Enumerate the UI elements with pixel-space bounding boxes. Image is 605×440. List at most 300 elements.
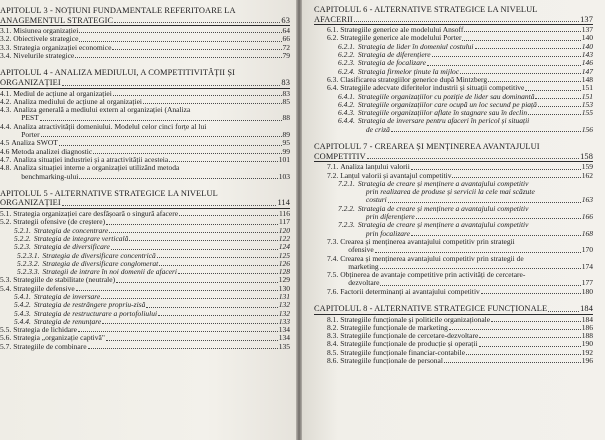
chapter-title-line <box>314 304 593 314</box>
chapter-title-text: ORGANIZAȚIEI <box>0 77 61 87</box>
entry-body <box>358 117 593 134</box>
entry-title: Strategiile organizațiilor cu poziție de lider sau dominantă <box>357 91 535 101</box>
entry-page-number: 95 <box>282 138 290 148</box>
entry-page-number: 162 <box>581 170 593 180</box>
entry-page-number: 151 <box>581 83 593 93</box>
toc-chapter <box>314 5 593 134</box>
entry-title: Strategia de diversificare conglomerat <box>42 258 159 268</box>
entry-line <box>13 123 290 131</box>
left-page <box>0 0 296 440</box>
entry-title: Strategia de focalizare <box>357 58 426 68</box>
entry-number: 6.2.2. <box>338 50 355 60</box>
dot-leader <box>375 252 581 253</box>
entry-page-number: 126 <box>278 258 290 268</box>
chapter-title-line <box>314 15 593 25</box>
entry-body <box>340 255 593 272</box>
entry-number: 7.2. <box>327 170 339 180</box>
entry-page-number: 132 <box>278 308 290 318</box>
entry-title: Strategiile funcționale și politicile organizaționale <box>340 314 491 324</box>
entry-title: Strategiile funcționale financiar-contabile <box>340 347 466 357</box>
toc-entry[interactable] <box>314 271 593 288</box>
entry-number: 5.4.4. <box>14 316 31 326</box>
entry-title: Strategia de inversare <box>33 291 101 301</box>
entry-title: Analiza mediului de acțiune al organizației <box>13 96 143 106</box>
entry-page-number: 177 <box>581 278 593 288</box>
entry-title: Strategia de inversare pentru afaceri în pericol și situații <box>357 116 530 126</box>
entry-page-number: 128 <box>278 267 290 277</box>
entry-title: Strategia de restructurare a portofoliului <box>33 308 158 318</box>
toc-entry[interactable] <box>314 221 593 238</box>
entry-page-number: 153 <box>581 99 593 109</box>
dot-leader <box>75 57 281 58</box>
entry-title: Strategia de diversificare <box>33 242 110 252</box>
chapter-title <box>314 304 593 315</box>
entry-number: 5.5. <box>0 325 12 335</box>
dot-leader <box>179 215 278 216</box>
toc-entries <box>0 27 290 60</box>
toc-entries <box>314 26 593 134</box>
chapter-page-number: 83 <box>281 77 290 87</box>
toc-chapter <box>314 304 593 365</box>
chapter-title-text: AFACERII <box>314 14 353 24</box>
entry-line <box>13 106 290 114</box>
dot-leader <box>367 158 579 159</box>
toc-entry[interactable] <box>0 164 290 181</box>
entry-page-number: 140 <box>581 33 593 43</box>
dot-leader <box>548 311 579 312</box>
chapter-title <box>0 6 290 26</box>
entry-title: Strategiile funcționale de cercetare-dezvoltare <box>340 331 479 341</box>
entry-number: 8.4. <box>327 339 339 349</box>
dot-leader <box>79 178 277 179</box>
chapter-title-text: APITOLUL 4 - ANALIZA MEDIULUI, A COMPETITIVITĂȚII ȘI <box>0 68 236 78</box>
entry-title: Analiza situației interne a organizației utilizând metoda <box>13 163 180 173</box>
entry-title: Strategii ofensive (de creștere) <box>13 217 106 227</box>
entry-title: Strategiile adecvate diferitelor industrii și situații competitive <box>340 83 525 93</box>
entry-title: Strategia firmelor ținute la mijloc <box>357 66 460 76</box>
entry-line <box>340 238 593 246</box>
dot-leader <box>106 340 278 341</box>
dot-leader <box>380 285 580 286</box>
entry-title: Analiza atractivității domeniului. Modelul celor cinci forțe al lui <box>13 121 207 131</box>
entry-number: 7.3. <box>327 236 339 246</box>
toc-entry[interactable] <box>314 117 593 134</box>
chapter-title <box>314 142 593 162</box>
entry-title: Strategia de renunțare <box>33 316 102 326</box>
dot-leader <box>411 235 581 236</box>
entry-number: 5.4. <box>0 283 12 293</box>
dot-leader <box>479 346 581 347</box>
entry-number: 7.5. <box>327 270 339 280</box>
dot-leader <box>525 90 580 91</box>
entry-title: Strategiile funcționale de personal <box>340 356 443 366</box>
entry-page-number: 88 <box>282 113 290 123</box>
dot-leader <box>444 362 581 363</box>
entry-number: 3.3. <box>0 42 12 52</box>
entry-line <box>358 126 593 134</box>
toc-chapter <box>0 6 290 60</box>
entry-title: Lanțul valorii și avantajul competitiv <box>340 170 452 180</box>
dot-leader <box>528 114 581 115</box>
dot-leader <box>479 337 580 338</box>
dot-leader <box>391 131 581 132</box>
dot-leader <box>462 40 580 41</box>
dot-leader <box>146 307 277 308</box>
entry-page-number: 135 <box>278 341 290 351</box>
chapter-title-text: CAPITOLUL 8 - ALTERNATIVE STRATEGICE FUNCȚIONALE <box>314 303 548 313</box>
dot-leader <box>354 21 579 22</box>
entry-title: Obținerea de avantaje competitive prin activități de cercetare- <box>340 270 526 280</box>
entry-title: Strategiile organizațiilor aflate în stagnare sau în declin <box>357 108 528 118</box>
entry-title: Analiza SWOT <box>11 138 58 148</box>
entry-page-number: 190 <box>581 339 593 349</box>
entry-line <box>358 188 593 196</box>
entry-title: Porter <box>21 130 40 140</box>
entry-page-number: 148 <box>581 74 593 84</box>
entry-page-number: 124 <box>278 242 290 252</box>
entry-title: Strategia de lichidare <box>13 325 77 335</box>
entry-body <box>13 123 290 140</box>
chapter-gap <box>314 296 593 304</box>
toc-entry[interactable] <box>314 255 593 272</box>
entry-number: 7.2.1. <box>338 178 355 188</box>
dot-leader <box>41 136 282 137</box>
entry-page-number: 89 <box>282 130 290 140</box>
entry-number: 6.4. <box>327 83 339 93</box>
toc-entry[interactable] <box>314 357 593 365</box>
entry-page-number: 137 <box>581 25 593 35</box>
entry-number: 5.1. <box>0 209 12 219</box>
chapter-page-number: 114 <box>277 198 290 208</box>
entry-page-number: 116 <box>279 209 290 219</box>
entry-title: Analiza generală a mediului extern al organizației (Analiza <box>13 105 191 115</box>
dot-leader <box>62 85 281 86</box>
entry-page-number: 184 <box>581 314 593 324</box>
chapter-title-line <box>314 142 593 152</box>
entry-title: PEST <box>21 113 39 123</box>
toc-entry[interactable] <box>314 180 593 205</box>
toc-entries <box>314 163 593 296</box>
entry-number: 5.4.2. <box>14 300 31 310</box>
entry-page-number: 133 <box>278 316 290 326</box>
entry-page-number: 156 <box>581 124 593 134</box>
entry-page-number: 117 <box>279 217 290 227</box>
dot-leader <box>432 56 581 57</box>
entry-title: Analiza lanțului valorii <box>340 162 410 172</box>
entry-title: Strategia de creare și menținere a avantajului competitiv <box>357 220 529 230</box>
entry-number: 7.2.2. <box>338 203 355 213</box>
entry-number: 4.6 <box>0 146 10 156</box>
entry-title: Strategiile de stabilitate (neutrale) <box>13 275 116 285</box>
dot-leader <box>449 329 581 330</box>
entry-page-number: 166 <box>581 212 593 222</box>
entry-number: 8.6. <box>327 356 339 366</box>
entry-number: 5.2.2. <box>14 233 31 243</box>
entry-page-number: 64 <box>282 26 290 36</box>
entry-page-number: 192 <box>581 347 593 357</box>
toc-chapter <box>314 142 593 296</box>
entry-title: marketing <box>348 261 379 271</box>
chapter-title-line <box>0 68 290 78</box>
entry-page-number: 120 <box>278 225 290 235</box>
entry-number: 6.2.1. <box>338 41 355 51</box>
toc-entry[interactable] <box>314 43 593 51</box>
entry-number: 5.2.3.3. <box>17 267 40 277</box>
entry-title: Strategiile funcționale de marketing <box>340 322 448 332</box>
entry-page-number: 99 <box>282 146 290 156</box>
entry-title: Strategiile de combinare <box>13 341 87 351</box>
entry-title: Strategiile defensive <box>13 283 75 293</box>
toc-chapter <box>0 189 290 351</box>
chapter-title-line <box>0 189 290 199</box>
chapter-title-text: ORGANIZAȚIEI <box>0 198 61 208</box>
dot-leader <box>129 240 277 241</box>
entry-number: 7.4. <box>327 253 339 263</box>
entry-page-number: 147 <box>581 66 593 76</box>
entry-number: 6.1. <box>327 25 339 35</box>
entry-number: 4.8. <box>0 163 12 173</box>
dot-leader <box>538 106 581 107</box>
chapter-title-line <box>0 16 290 26</box>
dot-leader <box>93 153 281 154</box>
entry-page-number: 186 <box>581 322 593 332</box>
entry-number: 4.7. <box>0 154 12 164</box>
entry-page-number: 72 <box>282 42 290 52</box>
chapter-title-text: ANAGEMENTUL STRATEGIC <box>0 15 114 25</box>
entry-page-number: 151 <box>581 91 593 101</box>
entry-number: 3.1. <box>0 26 12 36</box>
chapter-title-text: CAPITOLUL 6 - ALTERNATIVE STRATEGICE LA NIVELUL <box>314 5 538 14</box>
dot-leader <box>59 145 282 146</box>
entry-title: Obiectivele strategice <box>13 34 79 44</box>
entry-title: Strategia de creare și menținere a avantajului competitiv <box>357 203 529 213</box>
chapter-gap <box>0 60 290 68</box>
entry-number: 5.2.3.2. <box>17 258 40 268</box>
entry-line <box>358 117 593 125</box>
entry-number: 5.4.3. <box>14 308 31 318</box>
toc-entry[interactable] <box>0 52 290 60</box>
entry-title: Analiza situației industriei și a atractivității acesteia <box>13 154 169 164</box>
entry-number: 8.1. <box>327 314 339 324</box>
entry-page-number: 140 <box>581 41 593 51</box>
dot-leader <box>491 321 581 322</box>
dot-leader <box>109 232 278 233</box>
dot-leader <box>79 32 281 33</box>
chapter-title-text: APITOLUL 5 - ALTERNATIVE STRATEGICE LA NIVELUL <box>0 188 218 198</box>
dot-leader <box>106 224 278 225</box>
dot-leader <box>452 177 580 178</box>
entry-number: 4.2. <box>0 96 12 106</box>
chapter-title-line <box>314 5 593 15</box>
entry-number: 4.1. <box>0 88 12 98</box>
entry-title: Strategia de diferențiere <box>357 50 431 60</box>
entry-title: Strategia de creare și menținere a avantajului competitiv <box>357 178 529 188</box>
entry-page-number: 101 <box>278 154 290 164</box>
dot-leader <box>40 120 282 121</box>
entry-page-number: 170 <box>581 245 593 255</box>
entry-page-number: 188 <box>581 331 593 341</box>
chapter-title <box>0 189 290 209</box>
chapter-title <box>314 5 593 25</box>
entry-number: 4.3. <box>0 105 12 115</box>
right-page <box>302 0 605 440</box>
chapter-title-line <box>0 78 290 88</box>
dot-leader <box>114 22 280 23</box>
entry-title: Factorii determinanți ai avantajului competitiv <box>340 286 480 296</box>
entry-title: Strategii de intrare în noi domenii de afaceri <box>42 267 177 277</box>
entry-number: 6.3. <box>327 74 339 84</box>
entry-body <box>358 180 593 205</box>
dot-leader <box>76 290 278 291</box>
entry-title: Strategia de restrângere propriu-zisă <box>33 300 146 310</box>
dot-leader <box>102 323 278 324</box>
entry-title: Strategia de diversificare concentrică <box>42 250 156 260</box>
entry-title: Strategiile organizațiilor care ocupă un loc secund pe piață <box>357 99 537 109</box>
entry-number: 7.6. <box>327 286 339 296</box>
toc-entry[interactable] <box>314 288 593 296</box>
dot-leader <box>475 48 581 49</box>
chapter-title-line <box>0 198 290 208</box>
dot-leader <box>460 73 581 74</box>
entry-body <box>13 164 290 181</box>
entry-page-number: 66 <box>282 34 290 44</box>
entry-number: 6.4.3. <box>338 108 355 118</box>
dot-leader <box>388 202 581 203</box>
dot-leader <box>62 205 277 206</box>
entry-page-number: 85 <box>282 96 290 106</box>
entry-title: Nivelurile strategice <box>13 51 75 61</box>
toc-entry[interactable] <box>0 343 290 351</box>
dot-leader <box>427 65 581 66</box>
dot-leader <box>411 169 581 170</box>
dot-leader <box>111 249 278 250</box>
entry-page-number: 132 <box>278 300 290 310</box>
dot-leader <box>113 95 282 96</box>
chapter-title-line <box>0 6 290 16</box>
entry-title: prin realizarea de produse și servicii la cele mai scăzute <box>365 187 535 197</box>
entry-body <box>340 238 593 255</box>
chapter-page-number: 137 <box>580 14 593 24</box>
entry-page-number: 134 <box>278 333 290 343</box>
dot-leader <box>169 161 278 162</box>
dot-leader <box>481 293 581 294</box>
entry-page-number: 79 <box>282 51 290 61</box>
entry-title: Crearea și menținerea avantajului competitiv prin strategii <box>340 236 515 246</box>
chapter-page-number: 158 <box>580 151 593 161</box>
chapter-title-text: APITOLUL 3 - NOȚIUNI FUNDAMENTALE REFERITOARE LA <box>0 6 236 15</box>
entry-number: 6.2.3. <box>338 58 355 68</box>
entry-number: 4.5 <box>0 138 10 148</box>
entry-title: Strategia „organizație captivă" <box>13 333 105 343</box>
entry-page-number: 83 <box>282 88 290 98</box>
dot-leader <box>116 282 278 283</box>
entry-number: 5.2.1. <box>14 225 31 235</box>
toc-entry[interactable] <box>0 106 290 123</box>
entry-title: costuri <box>365 195 387 205</box>
chapter-gap <box>314 134 593 142</box>
toc-entries <box>0 210 290 351</box>
entry-number: 5.2.3.1. <box>17 250 40 260</box>
entry-page-number: 146 <box>581 58 593 68</box>
entry-body <box>340 271 593 288</box>
entry-line <box>13 173 290 181</box>
entry-number: 6.4.2. <box>338 99 355 109</box>
entry-number: 6.4.1. <box>338 91 355 101</box>
entry-page-number: 155 <box>581 108 593 118</box>
toc-entry[interactable] <box>314 205 593 222</box>
chapter-gap <box>0 181 290 189</box>
toc-entries <box>314 316 593 366</box>
entry-title: Strategia organizației economice <box>13 42 112 52</box>
entry-title: de criză <box>365 124 390 134</box>
chapter-title <box>0 68 290 88</box>
entry-page-number: 163 <box>581 195 593 205</box>
entry-number: 8.2. <box>327 322 339 332</box>
entry-title: benchmarking-ului <box>21 171 79 181</box>
entry-title: ofensive <box>348 245 374 255</box>
chapter-page-number: 63 <box>281 15 290 25</box>
toc-entries <box>0 90 290 181</box>
toc-entry[interactable] <box>314 51 593 59</box>
entry-page-number: 196 <box>581 356 593 366</box>
entry-page-number: 174 <box>581 261 593 271</box>
dot-leader <box>101 298 277 299</box>
dot-leader <box>466 354 581 355</box>
chapter-title-text: CAPITOLUL 7 - CREAREA ȘI MENȚINEREA AVANTAJULUI <box>314 142 540 152</box>
entry-page-number: 131 <box>278 291 290 301</box>
entry-number: 3.2. <box>0 34 12 44</box>
toc-entry[interactable] <box>0 123 290 140</box>
entry-title: Strategiile generice ale modelului Porter <box>340 33 462 43</box>
dot-leader <box>88 348 278 349</box>
toc-chapter <box>0 68 290 180</box>
entry-title: prin focalizare <box>365 228 410 238</box>
chapter-page-number: 184 <box>580 303 593 313</box>
entry-title: Misiunea organizației <box>13 26 79 36</box>
dot-leader <box>158 315 278 316</box>
entry-title: Strategia de concentrare <box>33 225 109 235</box>
dot-leader <box>464 31 580 32</box>
entry-number: 7.2.3. <box>338 220 355 230</box>
entry-number: 6.2.4. <box>338 66 355 76</box>
entry-page-number: 180 <box>581 286 593 296</box>
entry-page-number: 103 <box>278 171 290 181</box>
entry-page-number: 129 <box>278 275 290 285</box>
entry-page-number: 143 <box>581 50 593 60</box>
dot-leader <box>178 273 278 274</box>
entry-number: 4.4. <box>0 121 12 131</box>
dot-leader <box>112 49 281 50</box>
entry-number: 8.3. <box>327 331 339 341</box>
entry-title: dezvoltare <box>348 278 380 288</box>
dot-leader <box>380 268 581 269</box>
dot-leader <box>416 218 581 219</box>
entry-number: 5.2. <box>0 217 12 227</box>
dot-leader <box>143 103 281 104</box>
dot-leader <box>535 98 580 99</box>
entry-title: Crearea și menținerea avantajului competitiv prin strategii de <box>340 253 524 263</box>
entry-title: Strategiile generice ale modelului Ansoff <box>340 25 464 35</box>
entry-body <box>358 205 593 222</box>
entry-number: 5.2.3. <box>14 242 31 252</box>
entry-number: 8.5. <box>327 347 339 357</box>
entry-number: 5.7. <box>0 341 12 351</box>
toc-entry[interactable] <box>314 238 593 255</box>
entry-number: 3.4. <box>0 51 12 61</box>
dot-leader <box>488 81 581 82</box>
entry-title: Strategia de integrare verticală <box>33 233 129 243</box>
entry-title: Metoda analizei diagnostic <box>11 146 93 156</box>
